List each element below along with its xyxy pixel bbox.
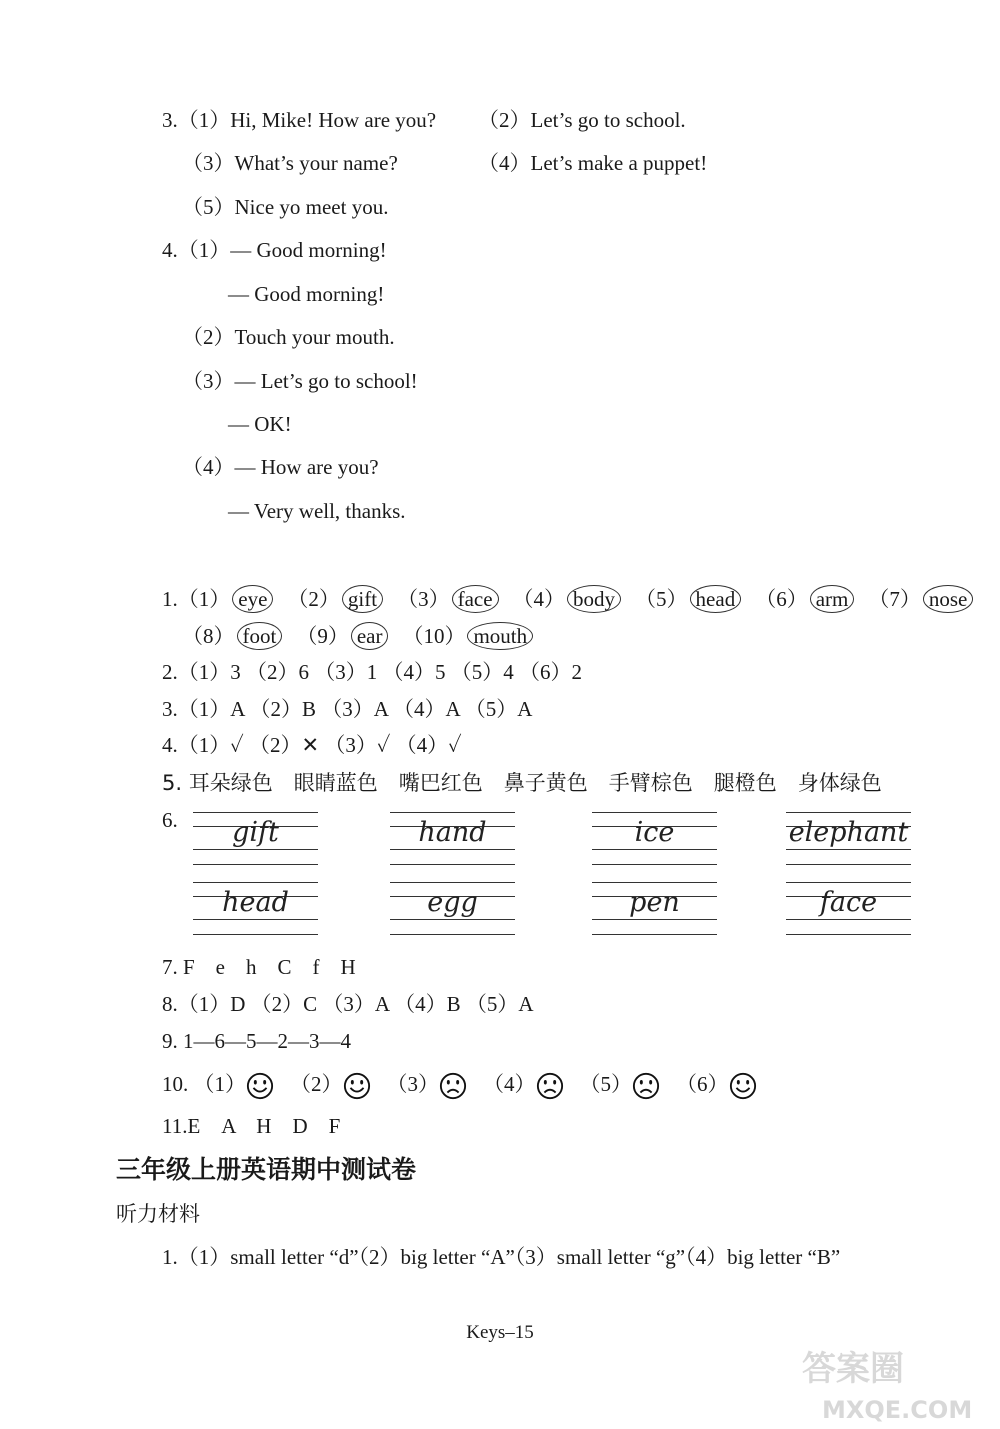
- circled-word: face: [452, 585, 499, 613]
- sad-face-icon: [536, 1072, 564, 1100]
- s3-q1: 3.（1）Hi, Mike! How are you?: [162, 108, 437, 132]
- handwritten-word: ice: [634, 817, 675, 848]
- answer-8: 8.（1）D （2）C （3）A （4）B （5）A: [162, 992, 534, 1016]
- exam-line-1: 1.（1）small letter “d”（2）big letter “A”（3）small letter “g”（4）big letter “B”: [162, 1245, 841, 1269]
- handwritten-word: egg: [427, 887, 478, 918]
- answer-3: 3.（1）A （2）B （3）A （4）A （5）A: [162, 697, 533, 721]
- answer-10-num: （6）: [676, 1072, 729, 1096]
- s4-line7: — Very well, thanks.: [228, 499, 406, 523]
- handwriting-box: [193, 882, 318, 936]
- ruled-line: [390, 849, 515, 850]
- handwriting-box: [193, 812, 318, 866]
- handwritten-word: hand: [418, 817, 487, 848]
- answer-1-row1: [162, 585, 973, 613]
- s3-q3: （3）What’s your name?: [182, 151, 398, 175]
- circled-word: foot: [237, 622, 283, 650]
- row1-num-5: （6）: [755, 587, 808, 611]
- row1-num-4: （5）: [635, 587, 688, 611]
- exam-title: 三年级上册英语期中测试卷: [116, 1155, 417, 1184]
- ruled-line: [193, 882, 318, 883]
- row1-num-6: （7）: [868, 587, 921, 611]
- circled-word: mouth: [467, 622, 533, 650]
- handwriting-box: [592, 882, 717, 936]
- answer-9: 9. 1—6—5—2—3—4: [162, 1029, 351, 1053]
- ruled-line: [390, 934, 515, 935]
- ruled-line: [592, 849, 717, 850]
- handwriting-box: [592, 812, 717, 866]
- ruled-line: [786, 812, 911, 813]
- ruled-line: [390, 812, 515, 813]
- s4-line1: 4.（1）— Good morning!: [162, 238, 387, 262]
- handwritten-word: face: [819, 887, 878, 918]
- ruled-line: [390, 882, 515, 883]
- handwritten-word: elephant: [788, 817, 909, 848]
- ruled-line: [390, 919, 515, 920]
- s4-line4: （3）— Let’s go to school!: [182, 369, 418, 393]
- answer-11: 11.E A H D F: [162, 1114, 341, 1138]
- s4-line5: — OK!: [228, 412, 292, 436]
- answer-10-label: 10.: [162, 1072, 189, 1096]
- ruled-line: [193, 934, 318, 935]
- ruled-line: [786, 882, 911, 883]
- s3-q2: （2）Let’s go to school.: [478, 108, 686, 132]
- answer-10: [162, 1071, 757, 1100]
- ruled-line: [193, 812, 318, 813]
- ruled-line: [786, 849, 911, 850]
- ruled-line: [786, 919, 911, 920]
- handwriting-box: [390, 812, 515, 866]
- ruled-line: [592, 864, 717, 865]
- row1-num-3: （4）: [512, 587, 566, 611]
- circled-word: arm: [810, 585, 855, 613]
- handwritten-word: pen: [629, 887, 680, 918]
- s4-line2: — Good morning!: [228, 282, 385, 306]
- answer-2: 2.（1）3 （2）6 （3）1 （4）5 （5）4 （6）2: [162, 660, 582, 684]
- row2-num-2: （10）: [402, 624, 466, 648]
- s3-q5: （5）Nice yo meet you.: [182, 195, 389, 219]
- circled-word: gift: [342, 585, 383, 613]
- answer-10-num: （1）: [193, 1072, 246, 1096]
- ruled-line: [193, 864, 318, 865]
- ruled-line: [592, 812, 717, 813]
- ruled-line: [193, 919, 318, 920]
- row2-num-0: （8）: [182, 624, 235, 648]
- answer-7: 7. F e h C f H: [162, 955, 356, 979]
- row1-num-2: （3）: [397, 587, 450, 611]
- handwritten-word: gift: [232, 817, 279, 848]
- sad-face-icon: [439, 1072, 467, 1100]
- smiley-face-icon: [246, 1072, 274, 1100]
- answer-10-num: （3）: [386, 1072, 439, 1096]
- section-title: 听力材料: [116, 1202, 200, 1226]
- row1-num-1: （2）: [287, 587, 340, 611]
- circled-word: ear: [351, 622, 389, 650]
- ruled-line: [592, 934, 717, 935]
- ruled-line: [786, 864, 911, 865]
- s3-q4: （4）Let’s make a puppet!: [478, 151, 708, 175]
- smiley-face-icon: [343, 1072, 371, 1100]
- answer-6-label: 6.: [162, 808, 178, 832]
- smiley-face-icon: [729, 1072, 757, 1100]
- page-footer: Keys–15: [466, 1322, 534, 1343]
- s4-line3: （2）Touch your mouth.: [182, 325, 395, 349]
- answer-4: 4.（1）✓ （2）✕ （3）✓ （4）✓: [162, 733, 462, 757]
- circled-word: nose: [923, 585, 974, 613]
- handwriting-box: [390, 882, 515, 936]
- handwriting-box: [786, 882, 911, 936]
- circled-word: body: [567, 585, 621, 613]
- sad-face-icon: [632, 1072, 660, 1100]
- circled-word: eye: [232, 585, 273, 613]
- ruled-line: [592, 882, 717, 883]
- s4-line6: （4）— How are you?: [182, 455, 379, 479]
- handwriting-box: [786, 812, 911, 866]
- answer-10-num: （2）: [290, 1072, 343, 1096]
- ruled-line: [390, 864, 515, 865]
- handwritten-word: head: [222, 887, 289, 918]
- row1-num-0: 1.（1）: [162, 587, 231, 611]
- watermark-bottom: MXQE.COM: [822, 1396, 973, 1424]
- answer-10-num: （5）: [579, 1072, 632, 1096]
- ruled-line: [193, 849, 318, 850]
- answer-10-num: （4）: [483, 1072, 536, 1096]
- answer-5: 5. 耳朵绿色 眼睛蓝色 嘴巴红色 鼻子黄色 手臂棕色 腿橙色 身体绿色: [162, 771, 882, 795]
- circled-word: head: [690, 585, 742, 613]
- watermark-logo: [792, 1340, 992, 1425]
- answer-1-row2: [182, 622, 533, 650]
- watermark-top: 答案圈: [802, 1349, 904, 1389]
- ruled-line: [786, 934, 911, 935]
- row2-num-1: （9）: [296, 624, 349, 648]
- ruled-line: [592, 919, 717, 920]
